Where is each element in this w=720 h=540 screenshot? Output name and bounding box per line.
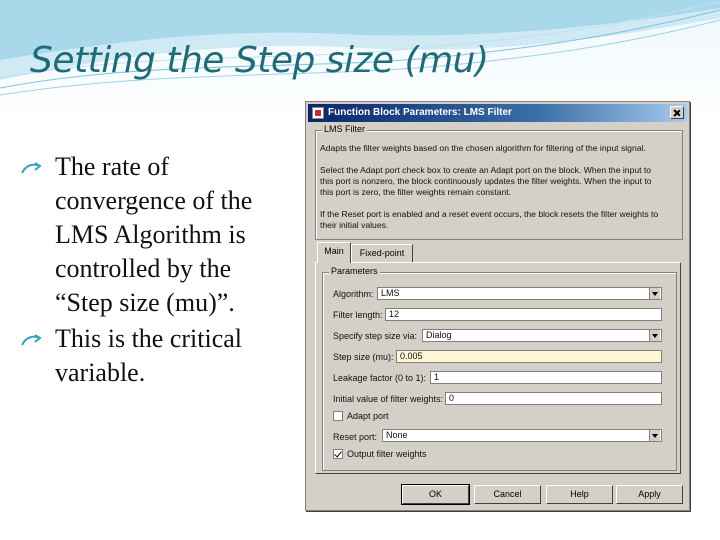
adapt-port-label: Adapt port [347, 411, 389, 421]
bullet-arrow-icon [20, 162, 42, 176]
dialog-title: Function Block Parameters: LMS Filter [328, 107, 512, 118]
algorithm-label: Algorithm: [333, 289, 374, 299]
slide-title: Setting the Step size (mu) [30, 40, 489, 81]
step-size-label: Step size (mu): [333, 352, 394, 362]
description-1: Adapts the filter weights based on the chosen algorithm for filtering of the input signal. [320, 143, 646, 153]
dialog-titlebar[interactable] [308, 104, 687, 122]
initial-weights-input[interactable]: 0 [445, 392, 662, 405]
leakage-input[interactable]: 1 [430, 371, 662, 384]
bullet-text: This is the critical variable. [55, 324, 243, 387]
reset-port-value: None [386, 430, 408, 440]
output-weights-label: Output filter weights [347, 449, 427, 459]
chevron-down-icon[interactable] [649, 430, 660, 441]
apply-button[interactable]: Apply [616, 485, 683, 504]
bullet-list [20, 150, 295, 392]
bullet-item [20, 150, 295, 320]
filter-length-input[interactable]: 12 [385, 308, 662, 321]
bullet-item [20, 322, 295, 390]
cancel-button[interactable]: Cancel [474, 485, 541, 504]
reset-port-label: Reset port: [333, 432, 378, 442]
group-title: LMS Filter [324, 124, 366, 134]
description-2: Select the Adapt port check box to create an Adapt port on the block. When the input to this port is nonzero, the block continuously updates the filter weights. When the input to this port is zero, the filter weights remain constant. [320, 165, 652, 197]
simulink-app-icon [312, 107, 324, 119]
ok-button[interactable]: OK [402, 485, 469, 504]
step-via-dropdown[interactable] [422, 329, 662, 342]
help-button[interactable]: Help [546, 485, 613, 504]
parameters-title: Parameters [331, 266, 378, 276]
step-size-input[interactable]: 0.005 [396, 350, 662, 363]
description-3: If the Reset port is enabled and a reset event occurs, the block resets the filter weights to their initial values. [320, 209, 659, 230]
close-button[interactable] [670, 106, 684, 119]
tab-fixed-point[interactable]: Fixed-point [351, 244, 413, 262]
algorithm-dropdown[interactable] [377, 287, 662, 300]
leakage-label: Leakage factor (0 to 1): [333, 373, 427, 383]
bullet-arrow-icon [20, 334, 42, 348]
initial-weights-label: Initial value of filter weights: [333, 394, 444, 404]
filter-length-label: Filter length: [333, 310, 383, 320]
bullet-text: The rate of convergence of the LMS Algorithm is controlled by the “Step size (mu)”. [55, 152, 253, 317]
block-parameters-dialog [305, 101, 690, 511]
adapt-port-checkbox[interactable] [333, 411, 343, 421]
algorithm-value: LMS [381, 288, 400, 298]
step-via-value: Dialog [426, 330, 452, 340]
step-via-label: Specify step size via: [333, 331, 418, 341]
output-weights-checkbox[interactable] [333, 449, 343, 459]
chevron-down-icon[interactable] [649, 288, 660, 299]
tab-main[interactable]: Main [317, 242, 351, 263]
reset-port-dropdown[interactable] [382, 429, 662, 442]
chevron-down-icon[interactable] [649, 330, 660, 341]
